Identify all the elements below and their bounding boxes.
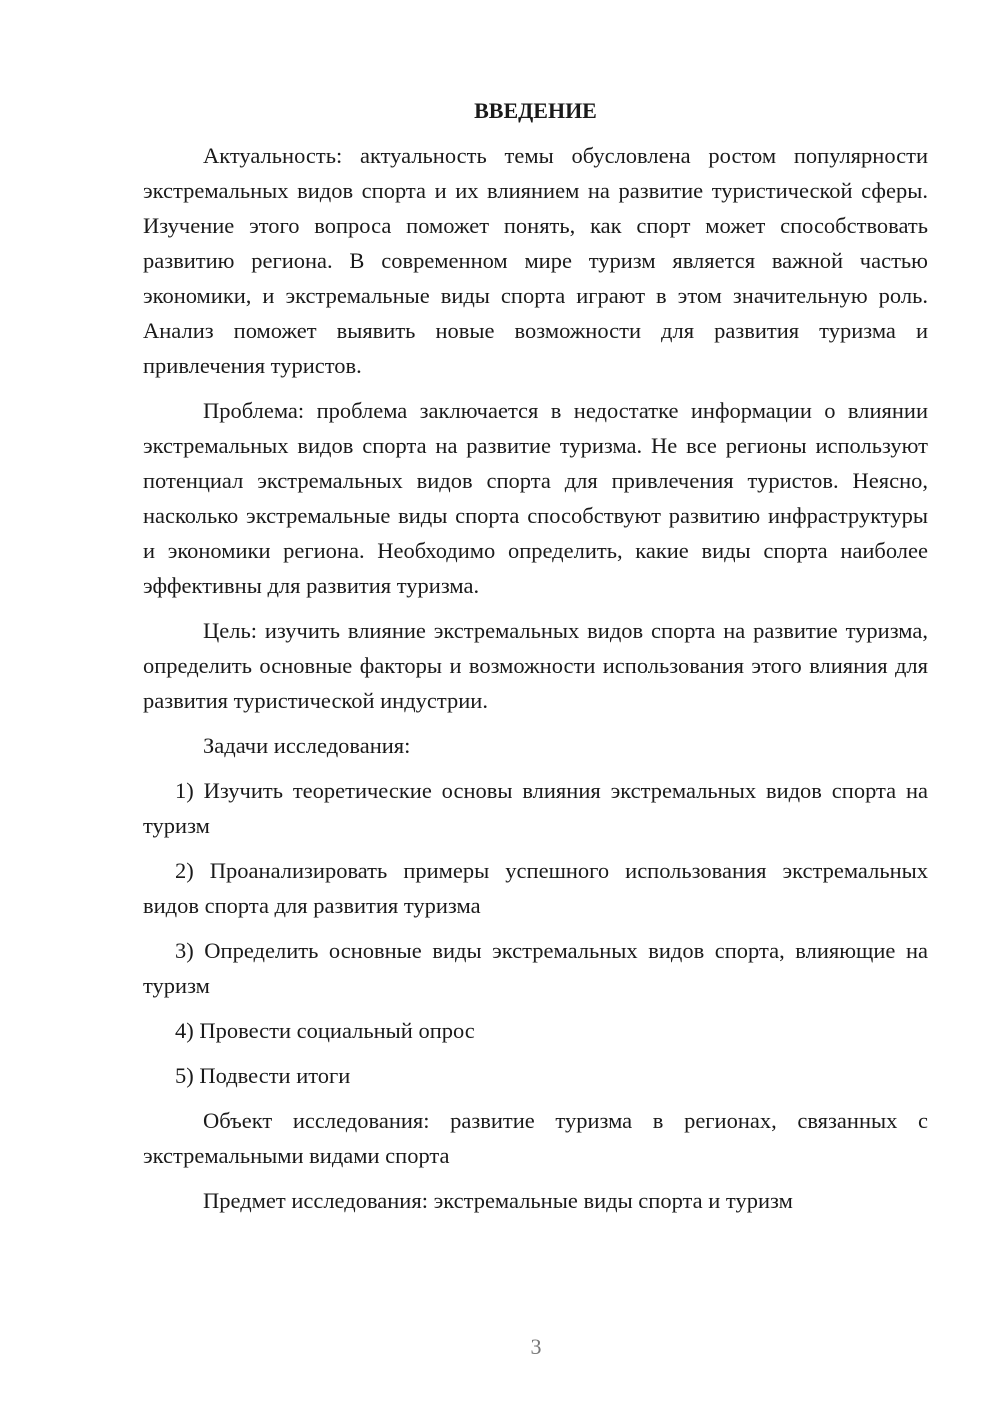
task-item-1: 1) Изучить теоретические основы влияния экстремальных видов спорта на туризм (143, 778, 928, 838)
section-heading: ВВЕДЕНИЕ (474, 98, 597, 123)
tasks-title: Задачи исследования: (203, 733, 411, 758)
task-item-4: 4) Провести социальный опрос (175, 1018, 475, 1043)
page-content (143, 96, 928, 1218)
page-number: 3 (530, 1334, 542, 1359)
problem-paragraph: Проблема: проблема заключается в недостатке информации о влиянии экстремальных видов спорта на развитие туризма. Не все регионы используют потенциал экстремальных видов спорта для привлечения туристов. Неясно, насколько экстремальные виды спорта способствуют развитию инфраструктуры и экономики региона. Необходимо определить, какие виды спорта наиболее эффективны для развития туризма. (143, 398, 928, 598)
task-item-3: 3) Определить основные виды экстремальных видов спорта, влияющие на туризм (143, 938, 928, 998)
object-paragraph: Объект исследования: развитие туризма в регионах, связанных с экстремальными видами спорта (143, 1108, 928, 1168)
task-item-5: 5) Подвести итоги (175, 1063, 351, 1088)
task-item-2: 2) Проанализировать примеры успешного использования экстремальных видов спорта для развития туризма (143, 858, 928, 918)
relevance-paragraph: Актуальность: актуальность темы обусловлена ростом популярности экстремальных видов спорта и их влиянием на развитие туристической сферы. Изучение этого вопроса поможет понять, как спорт может способствовать развитию региона. В современном мире туризм является важной частью экономики, и экстремальные виды спорта играют в этом значительную роль. Анализ поможет выявить новые возможности для развития туризма и привлечения туристов. (143, 143, 928, 378)
goal-paragraph: Цель: изучить влияние экстремальных видов спорта на развитие туризма, определить основные факторы и возможности использования этого влияния для развития туристической индустрии. (143, 618, 928, 713)
subject-paragraph: Предмет исследования: экстремальные виды спорта и туризм (203, 1188, 793, 1213)
